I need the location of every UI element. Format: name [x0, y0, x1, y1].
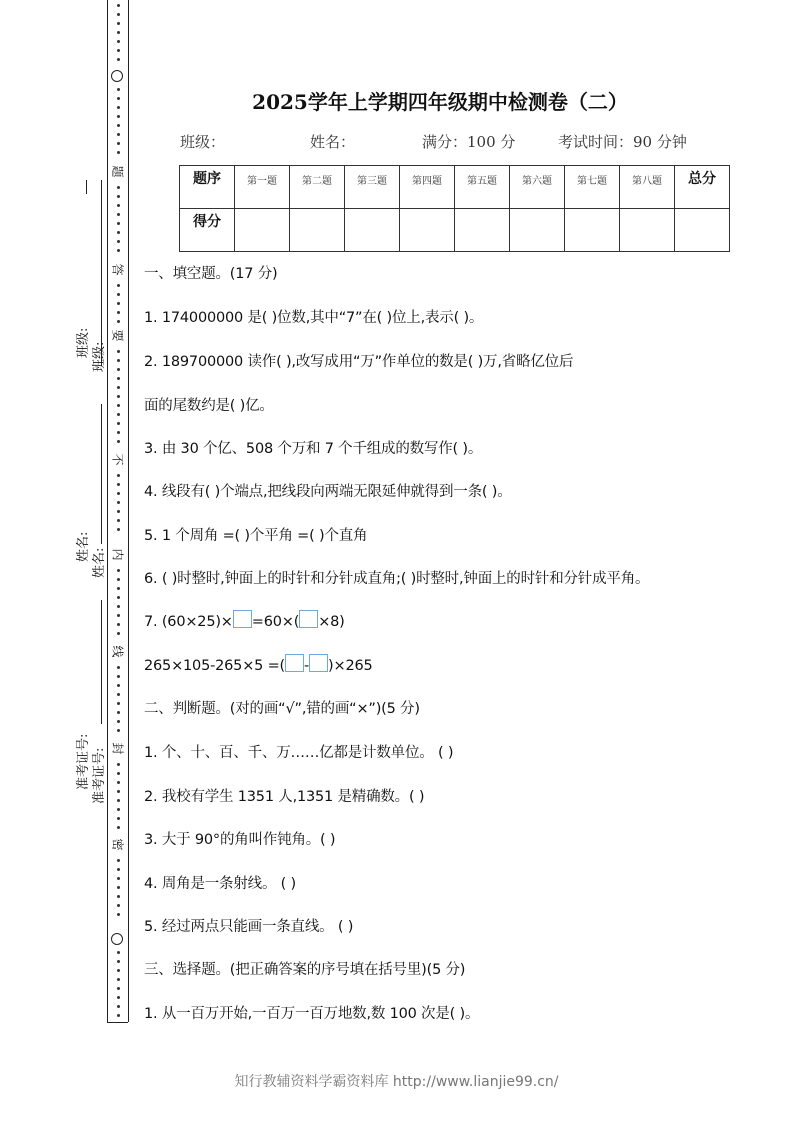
question-1-5: 5. 1 个周角 =( )个平角 =( )个直角	[144, 528, 368, 544]
score-cell[interactable]	[235, 209, 290, 252]
score-table-row-label: 得分	[180, 209, 235, 252]
answer-box[interactable]	[309, 654, 328, 672]
binding-dots	[114, 350, 122, 449]
section2-heading: 二、判断题。(对的画“√”,错的画“×”)(5 分)	[144, 701, 420, 717]
question-2-3: 3. 大于 90°的角叫作钝角。( )	[144, 832, 336, 848]
binding-class-label: 班级:	[76, 327, 91, 358]
binding-char: 不	[110, 453, 125, 466]
answer-box[interactable]	[285, 654, 304, 672]
binding-circle-bottom	[111, 933, 123, 945]
binding-char: 线	[110, 645, 125, 658]
question-1-1: 1. 174000000 是( )位数,其中“7”在( )位上,表示( )。	[144, 310, 484, 326]
binding-char: 内	[110, 548, 125, 561]
score-table-header-cell: 第四题	[400, 166, 455, 209]
question-1-3: 3. 由 30 个亿、508 个万和 7 个千组成的数写作( )。	[144, 441, 483, 457]
binding-char: 要	[110, 329, 125, 342]
binding-line-left	[107, 0, 108, 1022]
score-cell[interactable]	[510, 209, 565, 252]
question-3-1: 1. 从一百万开始,一百万一百万地数,数 100 次是( )。	[144, 1006, 480, 1022]
score-cell[interactable]	[400, 209, 455, 252]
binding-char: 封	[110, 742, 125, 755]
q7b-text-b: -	[304, 658, 310, 674]
binding-dots	[114, 284, 122, 329]
ticket-fill-line	[101, 600, 102, 724]
score-cell[interactable]	[620, 209, 675, 252]
score-cell[interactable]	[455, 209, 510, 252]
binding-dots	[114, 763, 122, 835]
question-1-7	[144, 610, 345, 630]
q7-text-c: ×8)	[318, 614, 345, 630]
section1-heading: 一、填空题。(17 分)	[144, 266, 278, 282]
score-table-header-cell: 第三题	[345, 166, 400, 209]
binding-name-label: 姓名:	[76, 531, 91, 562]
q7-text-a: 7. (60×25)×	[144, 614, 233, 630]
question-1-6: 6. ( )时整时,钟面上的时针和分针成直角;( )时整时,钟面上的时针和分针成平角。	[144, 571, 650, 587]
score-cell[interactable]	[290, 209, 345, 252]
binding-char: 题	[110, 165, 125, 178]
section3-heading: 三、选择题。(把正确答案的序号填在括号里)(5 分)	[144, 962, 466, 978]
question-1-2: 2. 189700000 读作( ),改写成用“万”作单位的数是( )万,省略亿位后	[144, 354, 574, 370]
score-cell[interactable]	[675, 209, 730, 252]
binding-line-right	[128, 0, 129, 1022]
footer-watermark: 知行教辅资料学霸资料库 http://www.lianjie99.cn/	[234, 1074, 559, 1090]
binding-ticket-label: 准考证号:	[92, 747, 107, 804]
binding-ticket-label: 准考证号:	[76, 733, 91, 790]
binding-dots	[114, 186, 122, 258]
score-table-header-row	[180, 166, 730, 209]
binding-dots	[114, 4, 122, 67]
score-table-header-cell: 第五题	[455, 166, 510, 209]
exam-time: 考试时间：90 分钟	[558, 133, 687, 151]
binding-dots	[114, 666, 122, 738]
binding-dots	[114, 951, 122, 1023]
name-field: 姓名：	[310, 133, 356, 151]
score-cell[interactable]	[345, 209, 400, 252]
score-table-header-cell: 第七题	[565, 166, 620, 209]
answer-box[interactable]	[299, 610, 318, 628]
question-2-2: 2. 我校有学生 1351 人,1351 是精确数。( )	[144, 789, 425, 805]
question-1-4: 4. 线段有( )个端点,把线段向两端无限延伸就得到一条( )。	[144, 484, 512, 500]
score-table-header-cell: 第八题	[620, 166, 675, 209]
binding-circle-top	[111, 70, 123, 82]
score-table-header-cell: 第二题	[290, 166, 345, 209]
class-fill-line	[86, 180, 87, 194]
class-field: 班级：	[180, 133, 226, 151]
binding-class-label: 班级:	[92, 341, 107, 372]
score-table-header-cell: 第六题	[510, 166, 565, 209]
class-fill-line	[101, 180, 102, 366]
question-2-1: 1. 个、十、百、千、万……亿都是计数单位。 ( )	[144, 745, 454, 761]
binding-dots	[114, 474, 122, 537]
answer-box[interactable]	[233, 610, 252, 628]
q7b-text-a: 265×105-265×5 =(	[144, 658, 285, 674]
binding-dots	[114, 859, 122, 922]
score-table-total-header: 总分	[675, 166, 730, 209]
question-2-4: 4. 周角是一条射线。 ( )	[144, 876, 296, 892]
question-2-5: 5. 经过两点只能画一条直线。 ( )	[144, 919, 354, 935]
binding-char: 密	[110, 838, 125, 851]
score-table	[179, 165, 730, 252]
q7-text-b: =60×(	[251, 614, 300, 630]
binding-char: 答	[110, 263, 125, 276]
score-cell[interactable]	[565, 209, 620, 252]
question-1-2-cont: 面的尾数约是( )亿。	[144, 398, 274, 414]
exam-title: 2025学年上学期四年级期中检测卷（二）	[252, 90, 628, 114]
name-fill-line	[101, 404, 102, 544]
score-table-row-label: 题序	[180, 166, 235, 209]
q7b-text-c: )×265	[328, 658, 373, 674]
score-table-header-cell: 第一题	[235, 166, 290, 209]
full-score: 满分：100 分	[422, 133, 516, 151]
question-1-7b	[144, 654, 373, 674]
score-table-score-row	[180, 209, 730, 252]
binding-dots	[114, 569, 122, 641]
binding-name-label: 姓名:	[92, 547, 107, 578]
